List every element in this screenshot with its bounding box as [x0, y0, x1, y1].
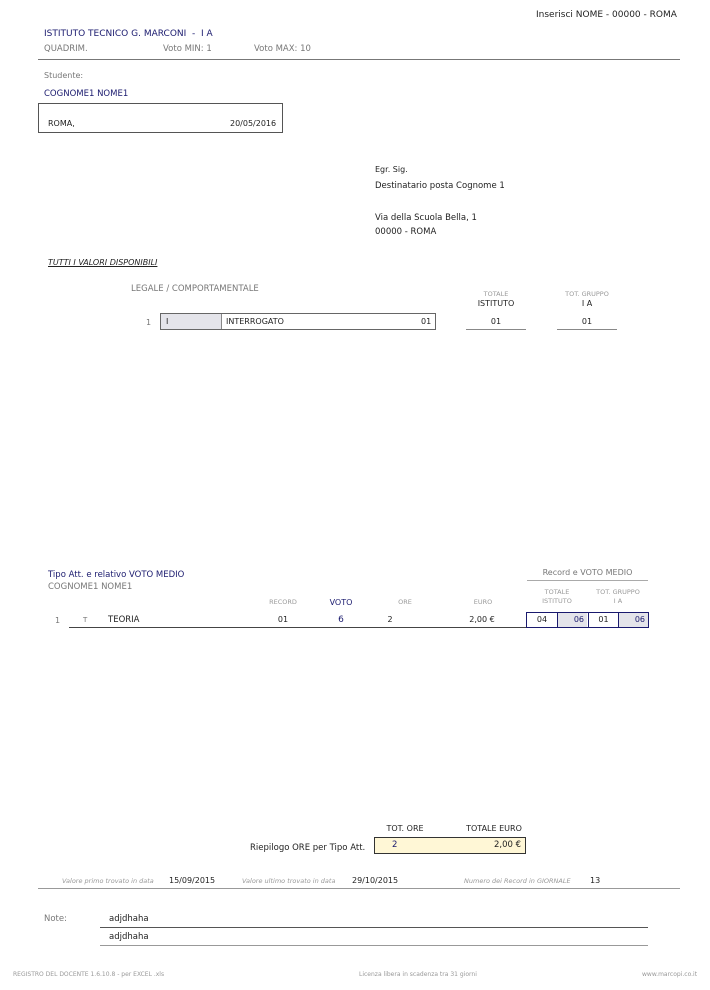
activity-title: Tipo Att. e relativo VOTO MEDIO: [48, 570, 185, 580]
class-separator: -: [192, 29, 196, 39]
values-total-label-bottom: ISTITUTO: [477, 299, 515, 308]
school-name: [44, 29, 213, 39]
activity-row-code: T: [83, 616, 88, 624]
summary-tot-euro: 2,00 €: [493, 840, 521, 850]
recipient-city: 00000 - ROMA: [375, 227, 437, 237]
values-section-title: TUTTI I VALORI DISPONIBILI: [48, 258, 158, 267]
values-row-code: I: [166, 317, 169, 326]
voto-min: Voto MIN: 1: [163, 44, 212, 54]
header-divider: [38, 59, 680, 60]
col-total-bottom: ISTITUTO: [542, 597, 572, 605]
values-row-group-underline: [557, 329, 617, 330]
stats-last-label: Valore ultimo trovato in data: [242, 877, 336, 885]
student-label: Studente:: [44, 71, 84, 80]
values-row-code-cell: [161, 314, 222, 329]
summary-euro-label: TOTALE EURO: [466, 824, 522, 833]
values-row-group: 01: [581, 317, 593, 326]
summary-ore-label: TOT. ORE: [386, 824, 424, 833]
notes-underline-1: [100, 927, 648, 928]
activity-row-grp-record: 01: [588, 613, 618, 627]
recipient-street: Via della Scuola Bella, 1: [375, 213, 477, 223]
header-top-right: Inserisci NOME - 00000 - ROMA: [536, 10, 677, 20]
values-row-num: 1: [146, 318, 152, 327]
footer-right: www.marcopi.co.it: [642, 971, 698, 978]
col-voto: VOTO: [329, 598, 353, 607]
recipient-salutation: Egr. Sig.: [375, 165, 408, 174]
place-date-box: [38, 103, 283, 133]
values-group-label-top: TOT. GRUPPO: [565, 290, 609, 298]
col-euro: EURO: [473, 598, 493, 606]
student-name: COGNOME1 NOME1: [44, 89, 129, 99]
col-total-top: TOTALE: [544, 588, 570, 596]
school-title: ISTITUTO TECNICO G. MARCONI: [44, 29, 187, 39]
col-record: RECORD: [269, 598, 297, 606]
letter-date: 20/05/2016: [230, 119, 277, 128]
values-category: LEGALE / COMPORTAMENTALE: [131, 284, 259, 294]
activity-row-record: 01: [277, 615, 289, 624]
activity-row-grp-voto: 06: [618, 613, 648, 627]
activity-row-stats-box: [526, 612, 649, 628]
footer-left: REGISTRO DEL DOCENTE 1.6.10.8 - per EXCEL .xls: [13, 971, 165, 978]
summary-box: [374, 837, 526, 854]
stats-records-count: 13: [590, 876, 601, 885]
values-group-label-bottom: I A: [581, 299, 593, 308]
activity-row-num: 1: [55, 616, 61, 625]
activity-row-voto: 6: [338, 615, 344, 625]
class-name: I A: [201, 29, 213, 39]
activity-row-euro: 2,00 €: [469, 615, 495, 624]
place: ROMA,: [48, 119, 75, 128]
activity-row-type: TEORIA: [108, 615, 140, 625]
activity-row-ist-voto: 06: [557, 613, 587, 627]
values-row-total-underline: [466, 329, 526, 330]
summary-label: Riepilogo ORE per Tipo Att.: [250, 843, 366, 853]
values-row-description: INTERROGATO: [226, 317, 284, 326]
activity-row-ore: 2: [387, 615, 393, 624]
activity-row-ist-record: 04: [536, 615, 548, 624]
period-label: QUADRIM.: [44, 44, 88, 54]
values-row-box: [160, 313, 436, 330]
record-voto-underline: [527, 580, 648, 581]
activity-row-underline: [69, 627, 527, 628]
stats-first-label: Valore primo trovato in data: [62, 877, 154, 885]
stats-first-date: 15/09/2015: [169, 876, 216, 885]
stats-divider: [38, 888, 680, 889]
values-row-total: 01: [490, 317, 502, 326]
notes-line2: adjdhaha: [109, 932, 149, 942]
col-group-bottom: I A: [613, 597, 623, 605]
voto-max: Voto MAX: 10: [254, 44, 311, 54]
col-ore: ORE: [398, 598, 412, 606]
notes-label: Note:: [44, 914, 67, 924]
col-group-top: TOT. GRUPPO: [596, 588, 640, 596]
stats-last-date: 29/10/2015: [352, 876, 399, 885]
stats-records-label: Numero dei Record in GIORNALE: [464, 877, 571, 885]
record-voto-header: Record e VOTO MEDIO: [542, 568, 633, 577]
notes-underline-2: [100, 945, 648, 946]
values-total-label-top: TOTALE: [483, 290, 509, 298]
activity-student: COGNOME1 NOME1: [48, 582, 133, 592]
notes-line1: adjdhaha: [109, 914, 149, 924]
summary-tot-ore: 2: [392, 840, 398, 850]
recipient-name: Destinatario posta Cognome 1: [375, 181, 505, 191]
footer-center: Licenza libera in scadenza tra 31 giorni: [359, 971, 477, 978]
values-row-count: 01: [421, 317, 432, 326]
